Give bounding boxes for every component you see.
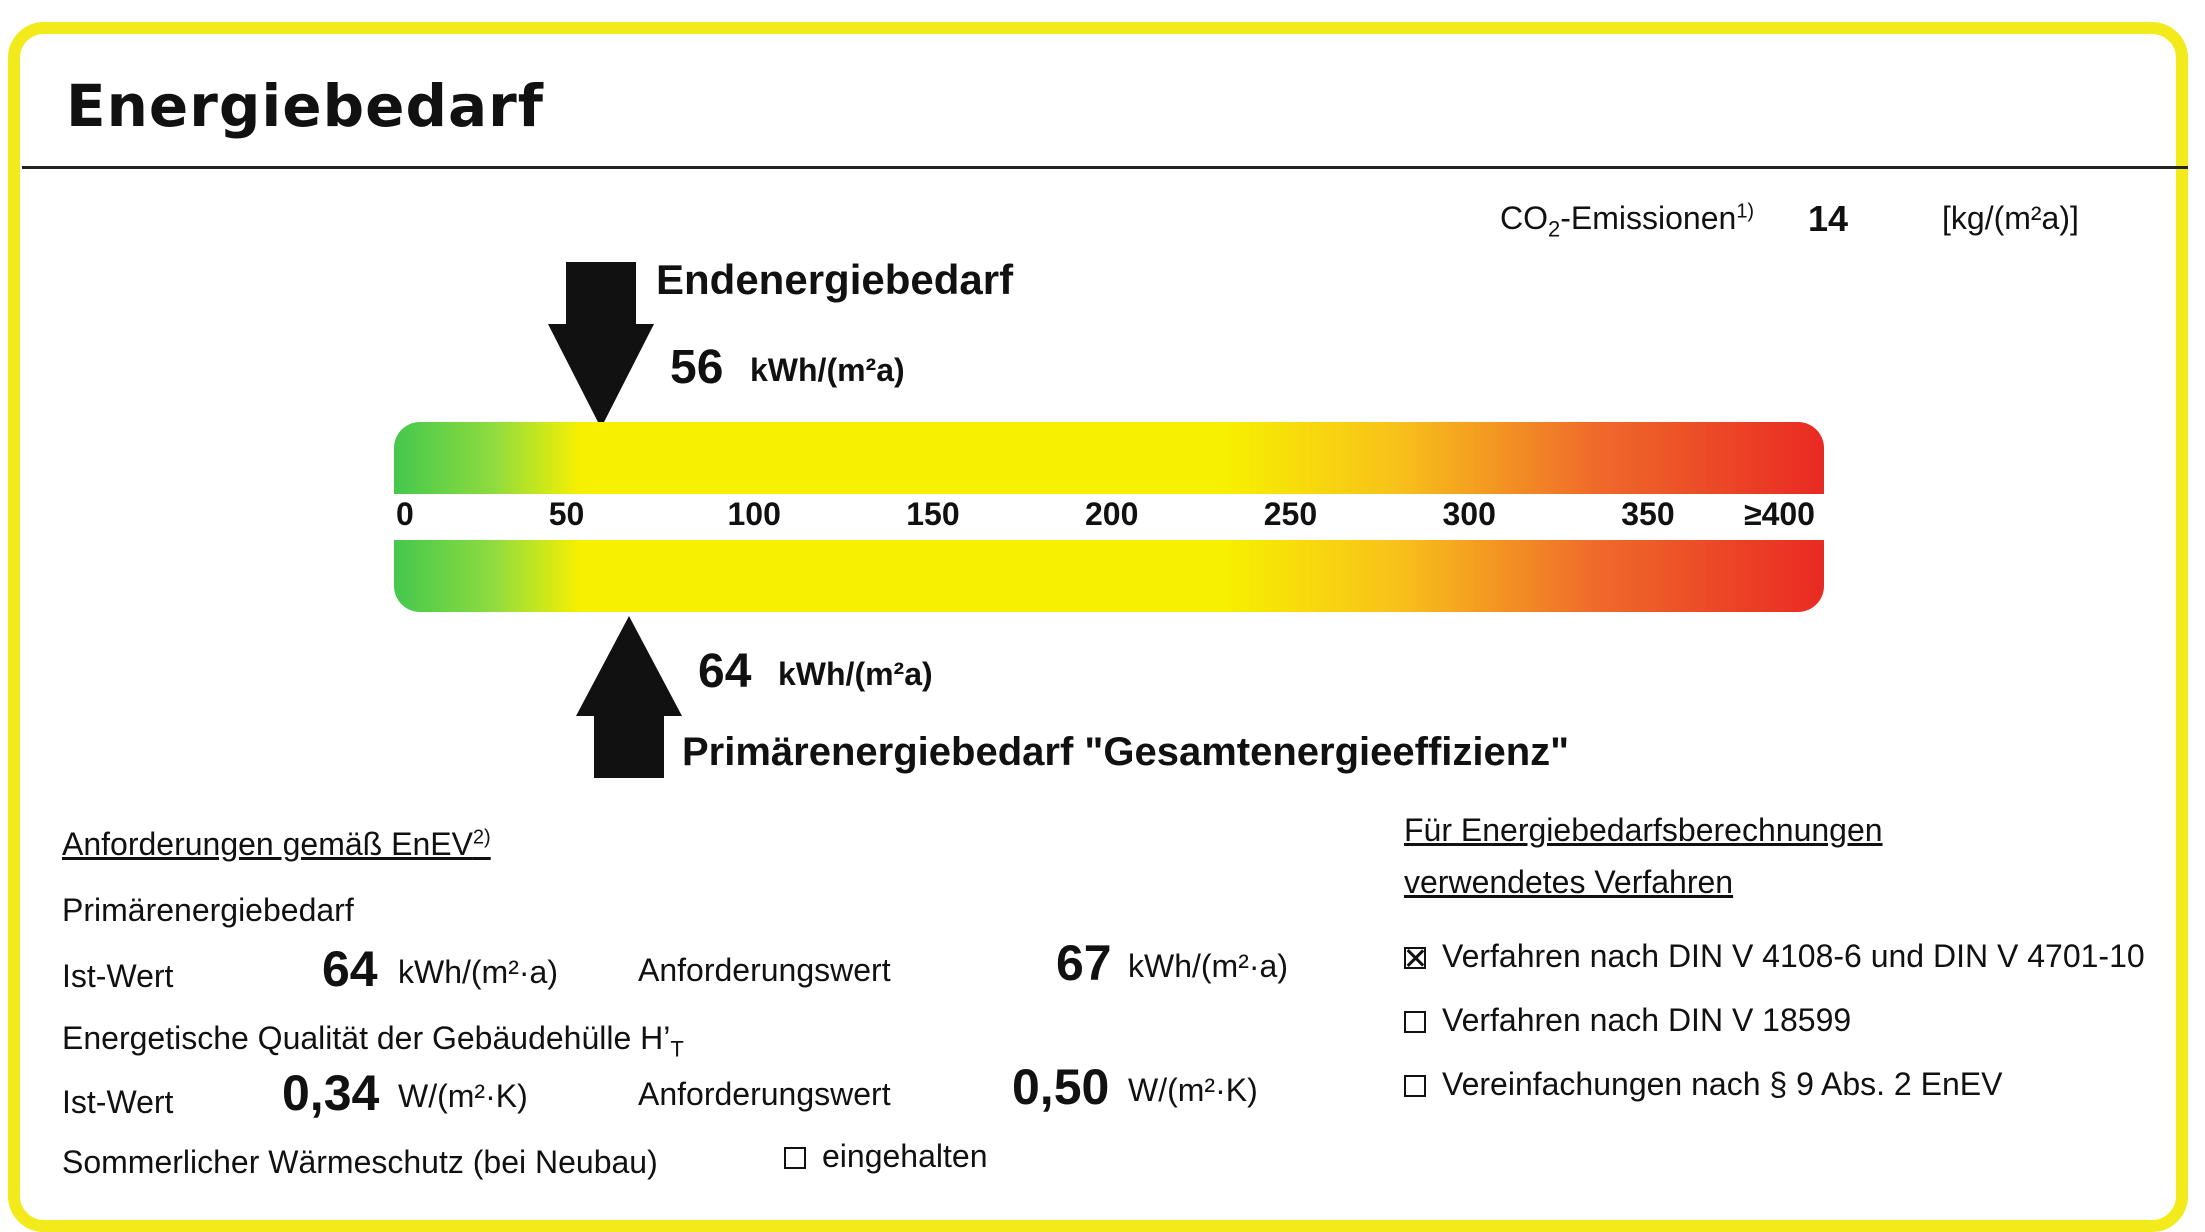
scale-tick-label: 300 bbox=[1442, 496, 1496, 532]
scale-tick-label: 100 bbox=[727, 496, 781, 532]
primary-anf-unit: kWh/(m²·a) bbox=[1128, 948, 1288, 984]
envelope-ist-label: Ist-Wert bbox=[62, 1084, 174, 1120]
summer-checkbox[interactable]: eingehalten bbox=[784, 1138, 987, 1175]
primaerenergie-unit: kWh/(m²a) bbox=[778, 656, 933, 692]
method-item-vereinfachungen[interactable]: Vereinfachungen nach § 9 Abs. 2 EnEV bbox=[1404, 1066, 2002, 1103]
methods-heading-line2: verwendetes Verfahren bbox=[1404, 864, 1734, 900]
method-checkbox[interactable] bbox=[1404, 1011, 1426, 1033]
method-checkbox-checked[interactable] bbox=[1404, 947, 1426, 969]
endenergie-unit: kWh/(m²a) bbox=[750, 352, 905, 388]
summer-checkbox-box[interactable] bbox=[784, 1147, 806, 1169]
co2-unit: [kg/(m²a)] bbox=[1942, 200, 2079, 236]
summer-protection-label: Sommerlicher Wärmeschutz (bei Neubau) bbox=[62, 1144, 658, 1180]
method-item-din4108[interactable]: Verfahren nach DIN V 4108-6 und DIN V 4701-10 bbox=[1404, 938, 2145, 975]
co2-footnote: 1) bbox=[1736, 200, 1755, 223]
title-divider bbox=[22, 166, 2188, 169]
scale-tick-label: 350 bbox=[1621, 496, 1675, 532]
endenergie-value: 56 bbox=[670, 341, 724, 394]
method-item-din18599[interactable]: Verfahren nach DIN V 18599 bbox=[1404, 1002, 1851, 1039]
scale-tick-label: 250 bbox=[1263, 496, 1318, 532]
scale-tick-label: 200 bbox=[1085, 496, 1139, 532]
primary-anf-value: 67 bbox=[1056, 935, 1112, 991]
requirements-footnote: 2) bbox=[472, 826, 491, 849]
envelope-anf-value: 0,50 bbox=[1012, 1059, 1110, 1115]
envelope-ist-unit: W/(m²·K) bbox=[398, 1078, 528, 1114]
co2-value: 14 bbox=[1808, 198, 1849, 239]
primary-ist-value: 64 bbox=[322, 941, 378, 997]
scale-tick-label: ≥400 bbox=[1744, 496, 1815, 532]
scale-tick-label: 0 bbox=[396, 496, 414, 532]
primaerenergie-value: 64 bbox=[698, 645, 752, 698]
scale-tick-label: 50 bbox=[548, 496, 585, 532]
primary-anf-label: Anforderungswert bbox=[638, 952, 891, 988]
requirements-heading: Anforderungen gemäß EnEV$^{2)}$ bbox=[62, 826, 491, 862]
primary-requirement-label: Primärenergiebedarf bbox=[62, 892, 354, 928]
energy-scale-bar-bottom bbox=[394, 540, 1824, 612]
primary-ist-label: Ist-Wert bbox=[62, 958, 174, 994]
endenergie-arrow-icon bbox=[546, 262, 656, 428]
envelope-anf-unit: W/(m²·K) bbox=[1128, 1072, 1258, 1108]
primary-ist-unit: kWh/(m²·a) bbox=[398, 954, 558, 990]
methods-heading-line1: Für Energiebedarfsberechnungen bbox=[1404, 812, 1883, 848]
primaerenergie-title: Primärenergiebedarf "Gesamtenergieeffizienz" bbox=[682, 730, 1570, 774]
envelope-ist-value: 0,34 bbox=[282, 1065, 380, 1121]
energy-scale-bar-top bbox=[394, 422, 1824, 494]
envelope-label: Energetische Qualität der Gebäudehülle $H’_T$ bbox=[62, 1020, 684, 1062]
primaerenergie-arrow-icon bbox=[574, 616, 684, 778]
method-checkbox[interactable] bbox=[1404, 1075, 1426, 1097]
page-title: Energiebedarf bbox=[66, 72, 544, 140]
co2-label: $CO_2-Emissionen^{1)}$ bbox=[1500, 200, 1755, 242]
envelope-anf-label: Anforderungswert bbox=[638, 1076, 891, 1112]
scale-tick-label: 150 bbox=[906, 496, 960, 532]
endenergie-title: Endenergiebedarf bbox=[656, 256, 1014, 303]
